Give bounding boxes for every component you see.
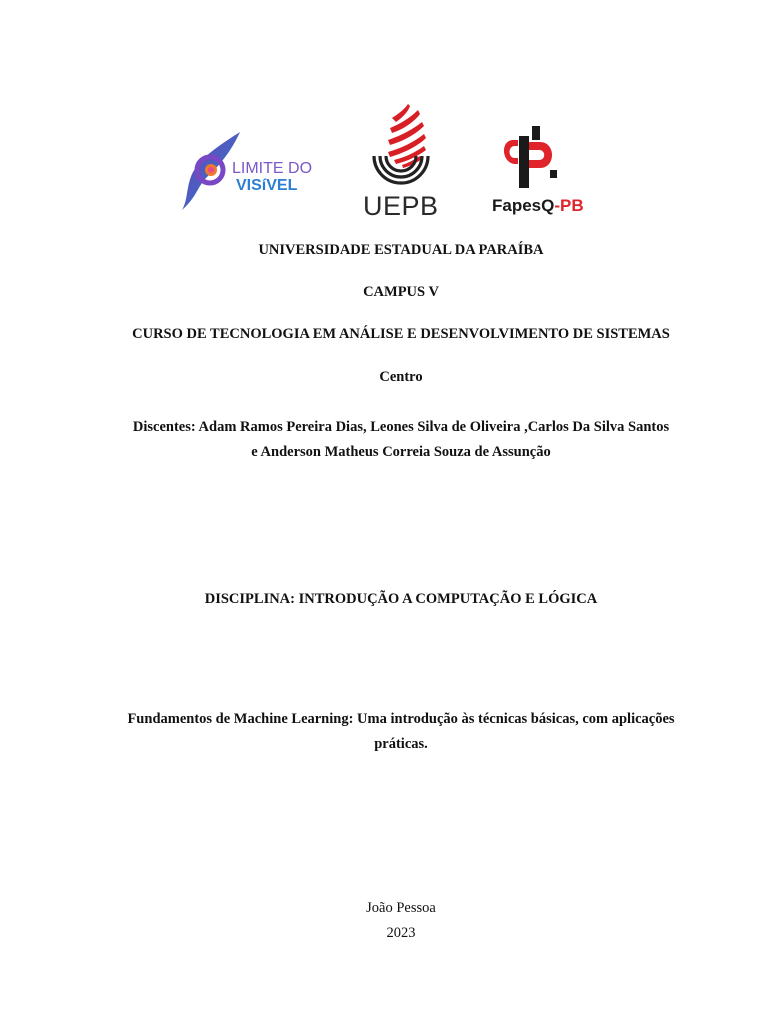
fapesq-logo-suffix: -PB <box>554 196 584 215</box>
discipline-title: DISCIPLINA: INTRODUÇÃO A COMPUTAÇÃO E LÓGICA <box>204 591 598 607</box>
students-line-1: Discentes: Adam Ramos Pereira Dias, Leones Silva de Oliveira ,Carlos Da Silva Santos <box>132 419 670 435</box>
fapesq-pb-logo <box>488 122 592 218</box>
work-title-line-2: práticas. <box>374 736 428 752</box>
city: João Pessoa <box>366 900 436 916</box>
students-line-2: e Anderson Matheus Correia Souza de Assunção <box>251 444 551 460</box>
course-name: CURSO DE TECNOLOGIA EM ANÁLISE E DESENVOLVIMENTO DE SISTEMAS <box>132 326 670 342</box>
year: 2023 <box>386 925 416 941</box>
fapesq-logo-text: FapesQ <box>492 196 555 215</box>
fapesq-emblem-icon <box>504 126 557 188</box>
campus-name: CAMPUS V <box>363 284 439 300</box>
uepb-logo <box>358 100 444 220</box>
limite-logo-line2: VISíVEL <box>236 177 298 194</box>
limite-logo-line1: LIMITE DO <box>232 160 313 177</box>
work-title-line-1: Fundamentos de Machine Learning: Uma introdução às técnicas básicas, com aplicações <box>127 711 675 727</box>
uepb-logo-text: UEPB <box>363 191 439 220</box>
center-name: Centro <box>379 369 423 385</box>
university-name: UNIVERSIDADE ESTADUAL DA PARAÍBA <box>258 242 544 258</box>
limite-do-visivel-logo <box>178 128 328 214</box>
svg-text:FapesQ-PB <box>492 196 584 215</box>
